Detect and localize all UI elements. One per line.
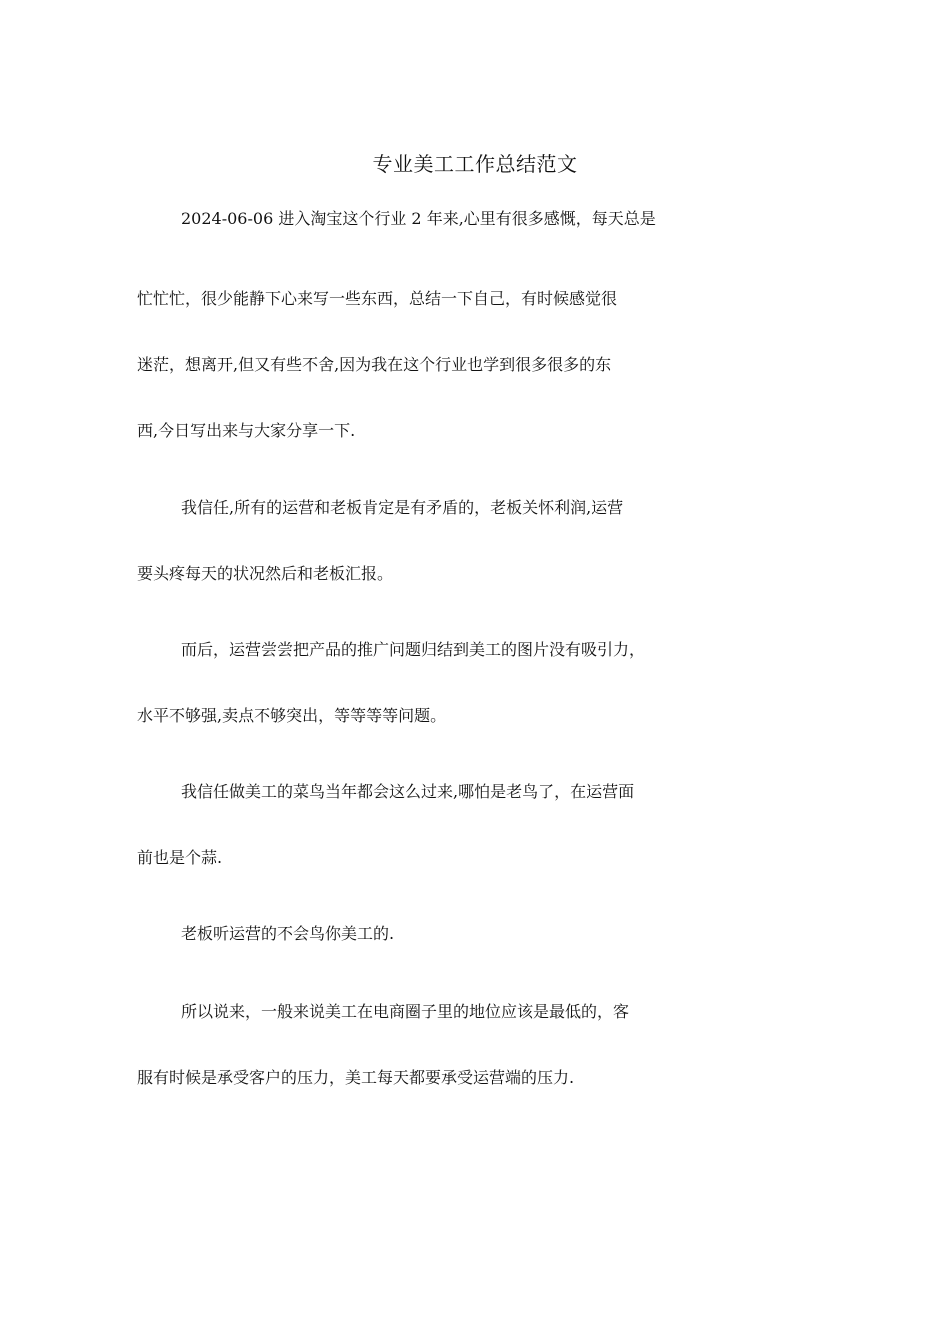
paragraph-line: 我信任,所有的运营和老板肯定是有矛盾的，老板关怀利润,运营 <box>181 498 624 517</box>
paragraph-6 <box>137 999 813 1101</box>
paragraph-5 <box>137 921 813 957</box>
paragraph-3 <box>137 637 813 739</box>
paragraph-1 <box>137 206 813 454</box>
paragraph-line: 老板听运营的不会鸟你美工的. <box>181 924 395 943</box>
paragraph-line: 我信任做美工的菜鸟当年都会这么过来,哪怕是老鸟了，在运营面 <box>181 782 635 801</box>
paragraph-2 <box>137 495 813 597</box>
paragraph-line: 忙忙忙，很少能静下心来写一些东西，总结一下自己，有时候感觉很 <box>137 289 618 308</box>
paragraph-line: 所以说来，一般来说美工在电商圈子里的地位应该是最低的，客 <box>181 1002 630 1021</box>
paragraph-line: 水平不够强,卖点不够突出，等等等等问题。 <box>137 706 447 725</box>
paragraph-4 <box>137 779 813 881</box>
document-body <box>137 206 813 1101</box>
paragraph-line: 而后，运营尝尝把产品的推广问题归结到美工的图片没有吸引力， <box>181 640 646 659</box>
paragraph-line: 2024-06-06 进入淘宝这个行业 2 年来,心里有很多感慨，每天总是 <box>181 209 656 228</box>
paragraph-line: 迷茫，想离开,但又有些不舍,因为我在这个行业也学到很多很多的东 <box>137 355 612 374</box>
paragraph-line: 服有时候是承受客户的压力，美工每天都要承受运营端的压力. <box>137 1068 575 1087</box>
paragraph-line: 前也是个蒜. <box>137 848 223 867</box>
paragraph-line: 西,今日写出来与大家分享一下. <box>137 421 356 440</box>
document-title: 专业美工工作总结范文 <box>372 152 578 176</box>
paragraph-line: 要头疼每天的状况然后和老板汇报。 <box>137 564 394 583</box>
